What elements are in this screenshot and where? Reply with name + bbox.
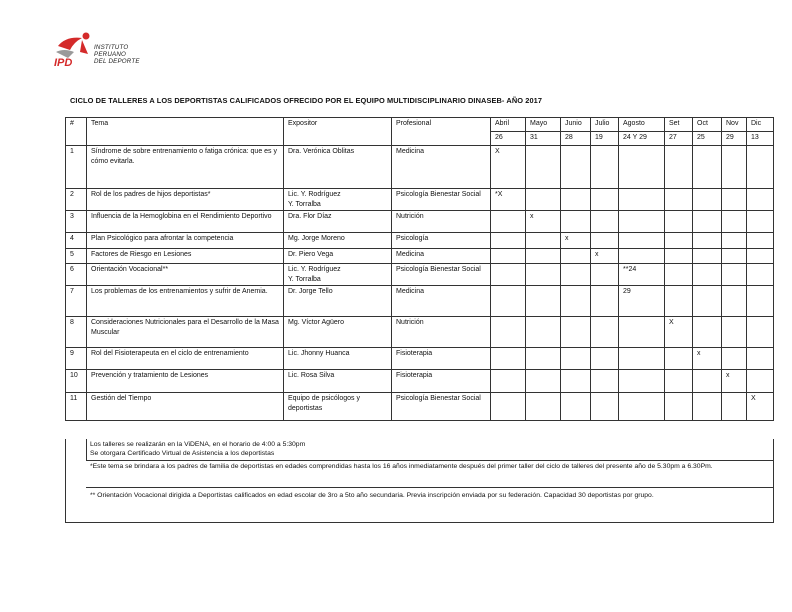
cell-profesional: Nutrición bbox=[392, 211, 491, 233]
cell-month-mark bbox=[526, 286, 561, 317]
cell-month-mark bbox=[722, 264, 747, 286]
cell-month-mark bbox=[693, 317, 722, 348]
cell-month-mark bbox=[526, 189, 561, 211]
cell-month-mark bbox=[591, 146, 619, 189]
cell-tema: Consideraciones Nutricionales para el Desarrollo de la Masa Muscular bbox=[87, 317, 284, 348]
cell-month-mark bbox=[747, 286, 774, 317]
notes-separator bbox=[86, 487, 773, 488]
cell-profesional: Fisioterapia bbox=[392, 370, 491, 393]
table-row bbox=[66, 211, 774, 233]
month-header: Julio bbox=[591, 118, 619, 132]
cell-month-mark bbox=[693, 189, 722, 211]
cell-month-mark: 29 bbox=[619, 286, 665, 317]
day-header: 29 bbox=[722, 132, 747, 146]
cell-month-mark bbox=[747, 348, 774, 370]
cell-month-mark bbox=[747, 211, 774, 233]
cell-month-mark bbox=[619, 233, 665, 249]
notes-box bbox=[65, 439, 774, 523]
cell-month-mark bbox=[561, 348, 591, 370]
logo-caption bbox=[94, 44, 140, 65]
cell-month-mark bbox=[491, 286, 526, 317]
cell-month-mark bbox=[747, 264, 774, 286]
cell-expositor: Lic. Jhonny Huanca bbox=[284, 348, 392, 370]
cell-month-mark bbox=[619, 189, 665, 211]
note-schedule: Los talleres se realizarán en la ViDENA, en el horario de 4:00 a 5:30pm bbox=[90, 441, 306, 448]
day-header: 25 bbox=[693, 132, 722, 146]
logo-line-2: PERUANO bbox=[94, 51, 126, 58]
cell-month-mark bbox=[619, 249, 665, 264]
cell-month-mark bbox=[619, 393, 665, 421]
cell-month-mark bbox=[722, 233, 747, 249]
cell-month-mark bbox=[747, 146, 774, 189]
day-header: 31 bbox=[526, 132, 561, 146]
cell-month-mark bbox=[693, 211, 722, 233]
cell-tema: Plan Psicológico para afrontar la competencia bbox=[87, 233, 284, 249]
cell-expositor: Dra. Flor Díaz bbox=[284, 211, 392, 233]
cell-num: 1 bbox=[66, 146, 87, 189]
cell-month-mark bbox=[526, 233, 561, 249]
cell-month-mark bbox=[491, 348, 526, 370]
col-header-profesional: Profesional bbox=[392, 118, 491, 146]
cell-month-mark bbox=[561, 370, 591, 393]
cell-month-mark bbox=[693, 286, 722, 317]
month-header: Mayo bbox=[526, 118, 561, 132]
cell-expositor: Dr. Jorge Tello bbox=[284, 286, 392, 317]
month-header: Dic bbox=[747, 118, 774, 132]
table-row bbox=[66, 146, 774, 189]
cell-tema: Factores de Riesgo en Lesiones bbox=[87, 249, 284, 264]
cell-month-mark bbox=[561, 317, 591, 348]
cell-month-mark bbox=[491, 317, 526, 348]
cell-profesional: Nutrición bbox=[392, 317, 491, 348]
day-header: 24 Y 29 bbox=[619, 132, 665, 146]
col-header-expositor: Expositor bbox=[284, 118, 392, 146]
cell-profesional: Psicología Bienestar Social bbox=[392, 264, 491, 286]
table-row bbox=[66, 393, 774, 421]
cell-month-mark bbox=[722, 211, 747, 233]
month-header: Junio bbox=[561, 118, 591, 132]
cell-month-mark bbox=[722, 348, 747, 370]
cell-month-mark: x bbox=[693, 348, 722, 370]
workshop-schedule-table bbox=[65, 117, 774, 421]
cell-month-mark bbox=[722, 286, 747, 317]
cell-month-mark bbox=[526, 317, 561, 348]
table-body bbox=[66, 118, 774, 421]
notes-separator bbox=[86, 460, 773, 461]
cell-month-mark bbox=[591, 393, 619, 421]
cell-month-mark bbox=[665, 370, 693, 393]
note-parents: *Este tema se brindara a los padres de familia de deportistas en edades comprendidas hasta los 16 años inmediatamente después del primer taller del ciclo de talleres del presente año de 5.30pm a 6.30Pm. bbox=[90, 463, 713, 470]
cell-month-mark: X bbox=[665, 317, 693, 348]
cell-month-mark bbox=[747, 189, 774, 211]
cell-month-mark bbox=[665, 393, 693, 421]
cell-tema: Rol del Fisioterapeuta en el ciclo de entrenamiento bbox=[87, 348, 284, 370]
cell-month-mark: X bbox=[747, 393, 774, 421]
cell-month-mark bbox=[591, 286, 619, 317]
cell-month-mark bbox=[619, 348, 665, 370]
cell-num: 9 bbox=[66, 348, 87, 370]
cell-month-mark bbox=[591, 211, 619, 233]
day-header: 27 bbox=[665, 132, 693, 146]
table-row bbox=[66, 348, 774, 370]
cell-month-mark bbox=[591, 233, 619, 249]
day-header: 19 bbox=[591, 132, 619, 146]
cell-num: 2 bbox=[66, 189, 87, 211]
cell-month-mark bbox=[693, 370, 722, 393]
cell-num: 4 bbox=[66, 233, 87, 249]
table-row bbox=[66, 249, 774, 264]
cell-month-mark bbox=[665, 211, 693, 233]
cell-expositor: Lic. Rosa Silva bbox=[284, 370, 392, 393]
cell-month-mark bbox=[722, 146, 747, 189]
cell-month-mark bbox=[561, 211, 591, 233]
cell-profesional: Medicina bbox=[392, 286, 491, 317]
table-row bbox=[66, 317, 774, 348]
cell-num: 8 bbox=[66, 317, 87, 348]
cell-month-mark: x bbox=[591, 249, 619, 264]
cell-month-mark bbox=[491, 393, 526, 421]
cell-month-mark: x bbox=[722, 370, 747, 393]
day-header: 13 bbox=[747, 132, 774, 146]
cell-month-mark bbox=[747, 317, 774, 348]
cell-expositor: Dra. Verónica Oblitas bbox=[284, 146, 392, 189]
cell-month-mark bbox=[619, 370, 665, 393]
table-row bbox=[66, 286, 774, 317]
cell-month-mark bbox=[526, 370, 561, 393]
cell-month-mark bbox=[665, 286, 693, 317]
cell-expositor: Dr. Piero Vega bbox=[284, 249, 392, 264]
month-header: Oct bbox=[693, 118, 722, 132]
cell-month-mark: *X bbox=[491, 189, 526, 211]
col-header-num: # bbox=[66, 118, 87, 146]
cell-num: 11 bbox=[66, 393, 87, 421]
cell-month-mark bbox=[693, 233, 722, 249]
col-header-tema: Tema bbox=[87, 118, 284, 146]
cell-month-mark bbox=[722, 249, 747, 264]
cell-month-mark bbox=[591, 189, 619, 211]
logo-line-3: DEL DEPORTE bbox=[94, 58, 140, 65]
cell-month-mark bbox=[526, 348, 561, 370]
cell-expositor: Mg. Jorge Moreno bbox=[284, 233, 392, 249]
cell-month-mark bbox=[747, 249, 774, 264]
note-certificate: Se otorgara Certificado Virtual de Asistencia a los deportistas bbox=[90, 450, 275, 457]
cell-tema: Influencia de la Hemoglobina en el Rendimiento Deportivo bbox=[87, 211, 284, 233]
cell-tema: Los problemas de los entrenamientos y sufrir de Anemia. bbox=[87, 286, 284, 317]
logo-line-1: INSTITUTO bbox=[94, 44, 129, 51]
cell-month-mark bbox=[693, 264, 722, 286]
svg-text:IPD: IPD bbox=[54, 57, 73, 69]
cell-tema: Gestión del Tiempo bbox=[87, 393, 284, 421]
cell-month-mark bbox=[591, 348, 619, 370]
cell-month-mark bbox=[491, 370, 526, 393]
table-row bbox=[66, 370, 774, 393]
cell-month-mark bbox=[491, 233, 526, 249]
cell-month-mark bbox=[591, 317, 619, 348]
cell-month-mark bbox=[526, 146, 561, 189]
note-vocational: ** Orientación Vocacional dirigida a Deportistas calificados en edad escolar de 3ro a 5to año secundaria. Previa inscripción enviada por su federación. Capacidad 30 deportistas por grupo. bbox=[90, 492, 654, 499]
cell-profesional: Psicología bbox=[392, 233, 491, 249]
cell-month-mark bbox=[526, 249, 561, 264]
month-header: Agosto bbox=[619, 118, 665, 132]
cell-month-mark: x bbox=[561, 233, 591, 249]
notes-divider bbox=[86, 439, 87, 460]
cell-month-mark bbox=[561, 286, 591, 317]
cell-tema: Síndrome de sobre entrenamiento o fatiga crónica: que es y cómo evitarla. bbox=[87, 146, 284, 189]
cell-month-mark bbox=[665, 189, 693, 211]
cell-month-mark bbox=[665, 249, 693, 264]
cell-num: 6 bbox=[66, 264, 87, 286]
cell-tema: Prevención y tratamiento de Lesiones bbox=[87, 370, 284, 393]
cell-month-mark: X bbox=[491, 146, 526, 189]
cell-month-mark bbox=[722, 317, 747, 348]
table-row bbox=[66, 264, 774, 286]
cell-month-mark bbox=[665, 264, 693, 286]
cell-month-mark bbox=[722, 393, 747, 421]
cell-month-mark bbox=[619, 317, 665, 348]
cell-expositor: Equipo de psicólogos y deportistas bbox=[284, 393, 392, 421]
cell-month-mark bbox=[561, 393, 591, 421]
cell-month-mark bbox=[561, 264, 591, 286]
cell-month-mark bbox=[722, 189, 747, 211]
cell-month-mark bbox=[526, 393, 561, 421]
cell-expositor: Lic. Y. Rodríguez Y. Torralba bbox=[284, 189, 392, 211]
cell-profesional: Psicología Bienestar Social bbox=[392, 393, 491, 421]
cell-month-mark bbox=[665, 146, 693, 189]
cell-month-mark bbox=[693, 393, 722, 421]
cell-month-mark: **24 bbox=[619, 264, 665, 286]
cell-month-mark bbox=[619, 211, 665, 233]
table-row bbox=[66, 189, 774, 211]
cell-profesional: Medicina bbox=[392, 249, 491, 264]
cell-month-mark bbox=[665, 233, 693, 249]
cell-month-mark bbox=[693, 249, 722, 264]
cell-month-mark bbox=[665, 348, 693, 370]
cell-month-mark bbox=[747, 370, 774, 393]
cell-num: 10 bbox=[66, 370, 87, 393]
cell-month-mark bbox=[693, 146, 722, 189]
cell-month-mark bbox=[491, 249, 526, 264]
day-header: 28 bbox=[561, 132, 591, 146]
cell-month-mark bbox=[561, 249, 591, 264]
cell-expositor: Lic. Y. Rodríguez Y. Torralba bbox=[284, 264, 392, 286]
table-row bbox=[66, 233, 774, 249]
cell-month-mark bbox=[561, 189, 591, 211]
cell-profesional: Psicología Bienestar Social bbox=[392, 189, 491, 211]
cell-month-mark bbox=[491, 211, 526, 233]
cell-profesional: Medicina bbox=[392, 146, 491, 189]
month-header: Nov bbox=[722, 118, 747, 132]
cell-month-mark bbox=[747, 233, 774, 249]
day-header: 26 bbox=[491, 132, 526, 146]
cell-tema: Rol de los padres de hijos deportistas* bbox=[87, 189, 284, 211]
cell-month-mark bbox=[619, 146, 665, 189]
cell-month-mark bbox=[526, 264, 561, 286]
cell-month-mark bbox=[561, 146, 591, 189]
cell-num: 5 bbox=[66, 249, 87, 264]
month-header: Abril bbox=[491, 118, 526, 132]
cell-num: 7 bbox=[66, 286, 87, 317]
header-row bbox=[66, 118, 774, 132]
cell-month-mark: x bbox=[526, 211, 561, 233]
month-header: Set bbox=[665, 118, 693, 132]
document-title: CICLO DE TALLERES A LOS DEPORTISTAS CALIFICADOS OFRECIDO POR EL EQUIPO MULTIDISCIPLINARIO DINASEB- AÑO 2017 bbox=[70, 96, 543, 105]
cell-month-mark bbox=[591, 370, 619, 393]
cell-expositor: Mg. Víctor Agüero bbox=[284, 317, 392, 348]
cell-num: 3 bbox=[66, 211, 87, 233]
cell-tema: Orientación Vocacional** bbox=[87, 264, 284, 286]
cell-month-mark bbox=[591, 264, 619, 286]
cell-profesional: Fisioterapia bbox=[392, 348, 491, 370]
cell-month-mark bbox=[491, 264, 526, 286]
